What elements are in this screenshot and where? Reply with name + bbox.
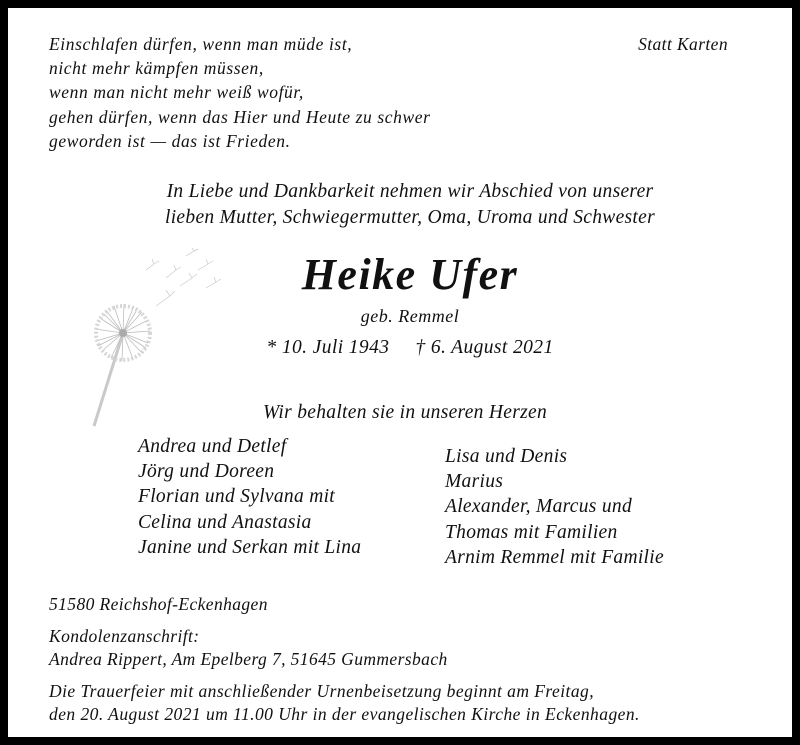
deceased-name: Heike Ufer xyxy=(301,250,519,299)
family-list-left xyxy=(138,434,361,560)
life-dates xyxy=(8,335,792,361)
place-line: 51580 Reichshof-Eckenhagen xyxy=(49,594,268,614)
birth-name: geb. Remmel xyxy=(360,306,460,326)
poem-line: Einschlafen dürfen, wenn man müde ist, xyxy=(49,34,353,54)
condolence-label: Kondolenzanschrift: xyxy=(49,626,200,646)
funeral-info xyxy=(49,680,640,726)
death-date: † 6. August 2021 xyxy=(415,337,554,358)
poem-block xyxy=(49,32,431,153)
poem-line: nicht mehr kämpfen müssen, xyxy=(49,58,264,79)
family-member: Lisa und Denis xyxy=(445,446,568,467)
intro-line: lieben Mutter, Schwiegermutter, Oma, Uroma und Schwester xyxy=(165,207,655,228)
intro-text xyxy=(8,179,792,231)
family-member: Florian und Sylvana mit xyxy=(138,486,336,508)
poem-line: gehen dürfen, wenn das Hier und Heute zu schwer xyxy=(49,106,431,127)
header-note: Statt Karten xyxy=(638,34,728,54)
funeral-line: den 20. August 2021 um 11.00 Uhr in der evangelischen Kirche in Eckenhagen. xyxy=(49,704,640,724)
birth-date: * 10. Juli 1943 xyxy=(266,337,390,358)
family-member: Thomas mit Familien xyxy=(445,521,618,543)
intro-line: In Liebe und Dankbarkeit nehmen wir Abschied von unserer xyxy=(166,181,654,202)
motto: Wir behalten sie in unseren Herzen xyxy=(262,402,548,423)
family-member: Celina und Anastasia xyxy=(138,511,312,533)
family-member: Janine und Serkan mit Lina xyxy=(138,536,362,558)
family-member: Andrea und Detlef xyxy=(138,436,287,457)
family-member: Marius xyxy=(445,471,504,493)
family-list-right xyxy=(445,444,664,570)
family-member: Jörg und Doreen xyxy=(138,461,275,483)
condolence-address-line: Andrea Rippert, Am Epelberg 7, 51645 Gummersbach xyxy=(49,649,448,669)
family-member: Alexander, Marcus und xyxy=(445,496,632,518)
poem-line: geworden ist — das ist Frieden. xyxy=(49,130,291,151)
condolence-address xyxy=(49,625,448,671)
poem-line: wenn man nicht mehr weiß wofür, xyxy=(49,82,304,103)
funeral-line: Die Trauerfeier mit anschließender Urnenbeisetzung beginnt am Freitag, xyxy=(49,681,595,701)
family-member: Arnim Remmel mit Familie xyxy=(445,546,664,568)
